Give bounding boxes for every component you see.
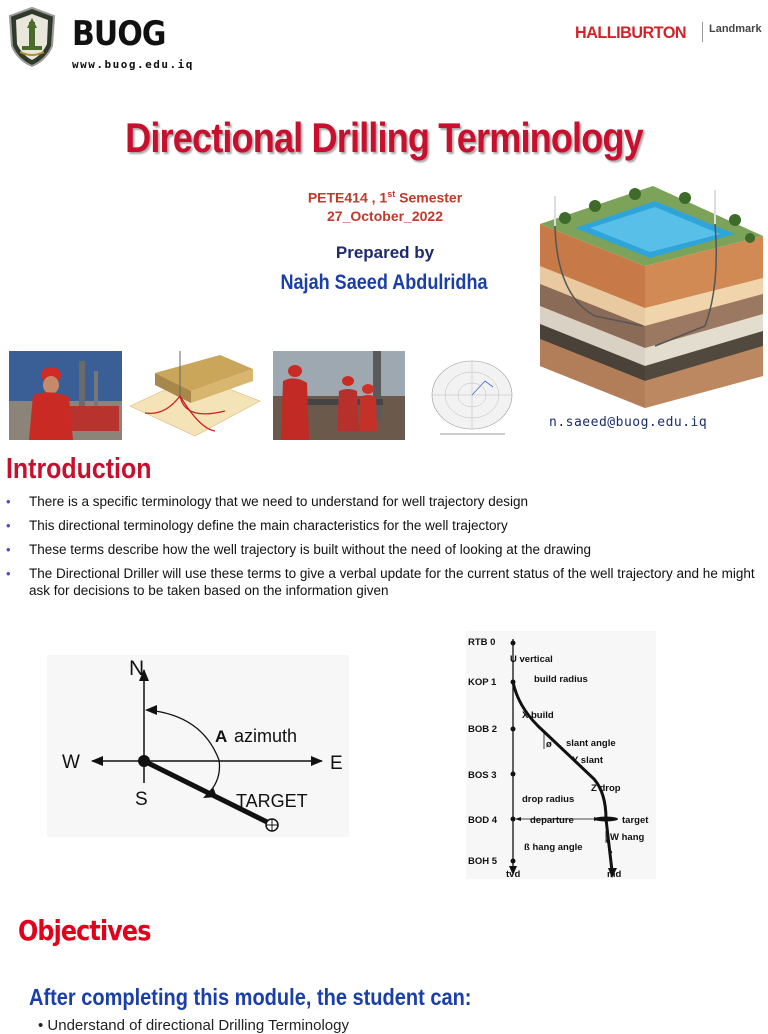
east-arrow: [311, 756, 323, 766]
logo-divider: [702, 22, 703, 42]
page-title: Directional Drilling Terminology: [125, 114, 643, 161]
x-build-label: X build: [522, 710, 554, 721]
z-drop-label: Z drop: [591, 783, 621, 794]
date-line: 27_October_2022: [327, 208, 443, 224]
subsurface-block-illustration: [535, 176, 767, 408]
reservoir-grid-illustration: [125, 351, 263, 440]
bullet-icon: •: [6, 542, 11, 557]
bullet-icon: •: [6, 518, 11, 533]
objectives-subheading: After completing this module, the student can:: [29, 984, 472, 1010]
intro-bullet-text: There is a specific terminology that we need to understand for well trajectory design: [29, 494, 529, 509]
depth-label-kop: KOP 1: [468, 677, 497, 688]
depth-label-boh: BOH 5: [468, 856, 498, 867]
polar-plot-figure: [415, 351, 530, 440]
azimuth-diagram: [47, 655, 349, 837]
buog-logo: [6, 6, 58, 68]
intro-bullet: [0, 494, 768, 511]
objective-item: • Understand of directional Drilling Terminology: [38, 1017, 349, 1034]
w-hang-label: W hang: [610, 832, 645, 843]
rig-crew-photo: [273, 351, 405, 440]
drop-radius-label: drop radius: [522, 794, 575, 805]
course-ordinal: st: [387, 189, 396, 199]
target-marker: [594, 817, 618, 822]
bullet-icon: •: [6, 566, 11, 581]
intro-bullet-text: These terms describe how the well trajectory is built without the need of looking at the drawing: [29, 542, 592, 557]
bullet-icon: •: [6, 494, 11, 509]
intro-heading: Introduction: [6, 453, 152, 485]
target-label: target: [622, 815, 649, 826]
east-label: E: [330, 753, 343, 774]
brand-name: BUOG: [72, 14, 166, 54]
west-label: W: [62, 752, 80, 773]
tvd-label: tvd: [506, 869, 521, 879]
phi-label: ø: [546, 739, 552, 750]
departure-label: departure: [530, 815, 574, 826]
intro-bullet-text: The Directional Driller will use these terms to give a verbal update for the current status of the well trajectory and he might ask for decisions to be taken based on the information given: [29, 566, 755, 598]
course-line: [260, 189, 510, 206]
north-label: N: [129, 657, 145, 680]
depth-label-bod: BOD 4: [468, 815, 498, 826]
well-trajectory-diagram: [466, 631, 656, 879]
south-label: S: [135, 789, 148, 810]
intro-bullet: [0, 542, 768, 559]
y-slant-label: Y slant: [572, 755, 603, 766]
intro-bullet: [0, 566, 768, 599]
author-email[interactable]: n.saeed@buog.edu.iq: [549, 415, 708, 430]
prepared-by-label: Prepared by: [335, 243, 435, 262]
author-name: Najah Saeed Abdulridha: [280, 271, 488, 294]
driller-photo: [9, 351, 122, 440]
build-radius-label: build radius: [534, 674, 588, 685]
halliburton-logo: HALLIBURTON: [575, 23, 687, 42]
website-url: www.buog.edu.iq: [72, 58, 194, 71]
objectives-heading: Objectives: [18, 914, 151, 947]
md-label: md: [607, 869, 622, 879]
slant-angle-label: slant angle: [566, 738, 616, 749]
azimuth-label: azimuth: [234, 726, 298, 746]
hang-angle-label: ß hang angle: [524, 842, 583, 853]
landmark-label: Landmark: [709, 23, 762, 35]
intro-bullet-list: [0, 494, 768, 607]
target-label: TARGET: [236, 791, 308, 811]
azimuth-letter: A: [215, 727, 228, 746]
depth-label-rtb: RTB 0: [468, 637, 496, 648]
west-arrow: [91, 756, 103, 766]
course-semester: Semester: [395, 189, 463, 206]
u-vertical-label: U vertical: [510, 654, 553, 665]
intro-bullet-text: This directional terminology define the main characteristics for the well trajectory: [29, 518, 508, 533]
intro-bullet: [0, 518, 768, 535]
course-code: PETE414 , 1: [307, 189, 388, 206]
depth-label-bob: BOB 2: [468, 724, 498, 735]
depth-label-bos: BOS 3: [468, 770, 497, 781]
